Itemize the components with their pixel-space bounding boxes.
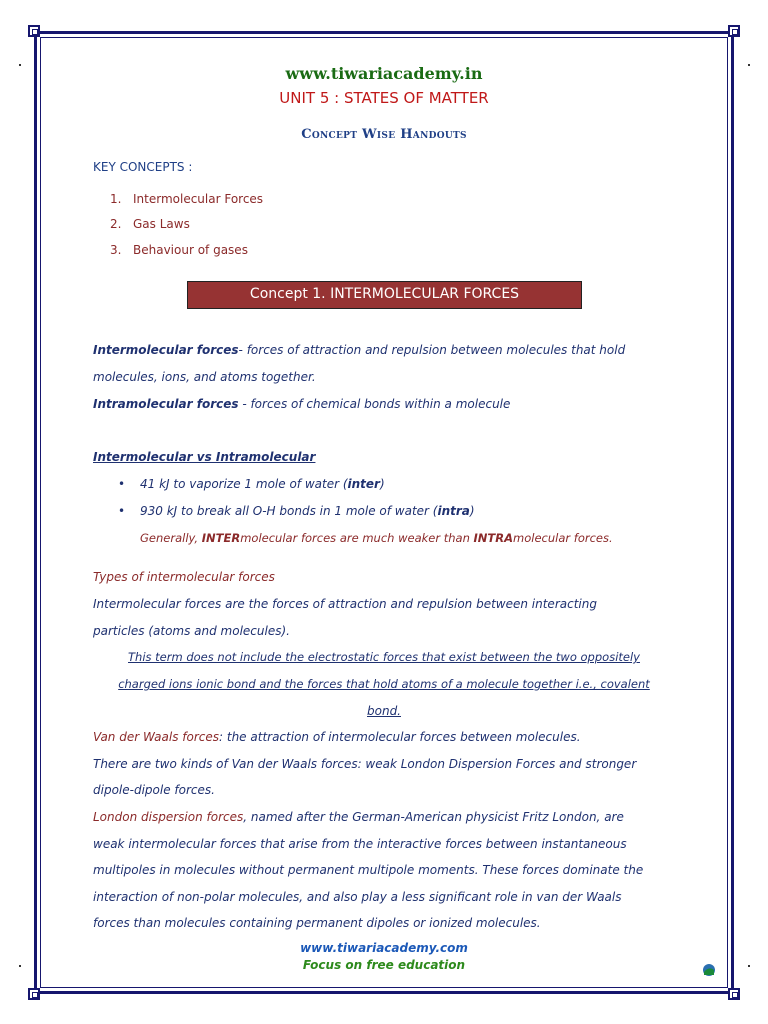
london-paragraph-line: forces than molecules containing permanent dipoles or ionized molecules. <box>93 916 541 930</box>
academy-logo-icon <box>702 963 716 977</box>
london-paragraph-line: weak intermolecular forces that arise from the interactive forces between instantaneous <box>93 837 627 851</box>
concept-banner: Concept 1. INTERMOLECULAR FORCES <box>187 281 582 309</box>
london-paragraph-line: interaction of non-polar molecules, and also play a less significant role in van der Waals <box>93 890 622 904</box>
border-corner-ornament <box>28 988 40 1000</box>
vdw-definition: Van der Waals forces: the attraction of intermolecular forces between molecules. <box>93 730 581 744</box>
types-paragraph-cont: particles (atoms and molecules). <box>93 624 290 638</box>
london-paragraph-line: multipoles in molecules without permanent multipole moments. These forces dominate the <box>93 863 644 877</box>
footer-tagline: Focus on free education <box>302 958 466 972</box>
intramolecular-definition: Intramolecular forces - forces of chemical bonds within a molecule <box>93 397 511 411</box>
key-concepts-label: KEY CONCEPTS : <box>93 160 193 174</box>
border-corner-ornament <box>728 988 740 1000</box>
border-corner-ornament <box>28 25 40 37</box>
unit-title: UNIT 5 : STATES OF MATTER <box>279 89 489 107</box>
types-heading: Types of intermolecular forces <box>93 570 275 584</box>
generally-statement: Generally, INTERmolecular forces are much weaker than INTRAmolecular forces. <box>140 531 613 545</box>
key-concept-item: 2. Gas Laws <box>110 217 190 231</box>
note-line: charged ions ionic bond and the forces that hold atoms of a molecule together i.e., covalent <box>118 677 650 691</box>
comparison-heading: Intermolecular vs Intramolecular <box>93 450 316 464</box>
note-line: bond. <box>367 704 401 718</box>
site-url-header: www.tiwariacademy.in <box>285 64 483 83</box>
vdw-kinds-cont: dipole-dipole forces. <box>93 783 215 797</box>
footer-site-link[interactable]: www.tiwariacademy.com <box>300 941 468 955</box>
bullet-item: • 930 kJ to break all O-H bonds in 1 mole of water (intra) <box>118 504 475 518</box>
bullet-item: • 41 kJ to vaporize 1 mole of water (inter) <box>118 477 385 491</box>
key-concept-item: 1. Intermolecular Forces <box>110 192 264 206</box>
key-concept-item: 3. Behaviour of gases <box>110 243 248 257</box>
note-line: This term does not include the electrostatic forces that exist between the two oppositely <box>128 650 640 664</box>
types-paragraph: Intermolecular forces are the forces of attraction and repulsion between interacting <box>93 597 597 611</box>
london-paragraph: London dispersion forces, named after the German-American physicist Fritz London, are <box>93 810 624 824</box>
intermolecular-definition-cont: molecules, ions, and atoms together. <box>93 370 316 384</box>
handouts-title: Concept Wise Handouts <box>301 127 467 142</box>
intermolecular-definition: Intermolecular forces- forces of attraction and repulsion between molecules that hold <box>93 343 626 357</box>
border-corner-ornament <box>728 25 740 37</box>
vdw-kinds: There are two kinds of Van der Waals forces: weak London Dispersion Forces and stronger <box>93 757 637 771</box>
